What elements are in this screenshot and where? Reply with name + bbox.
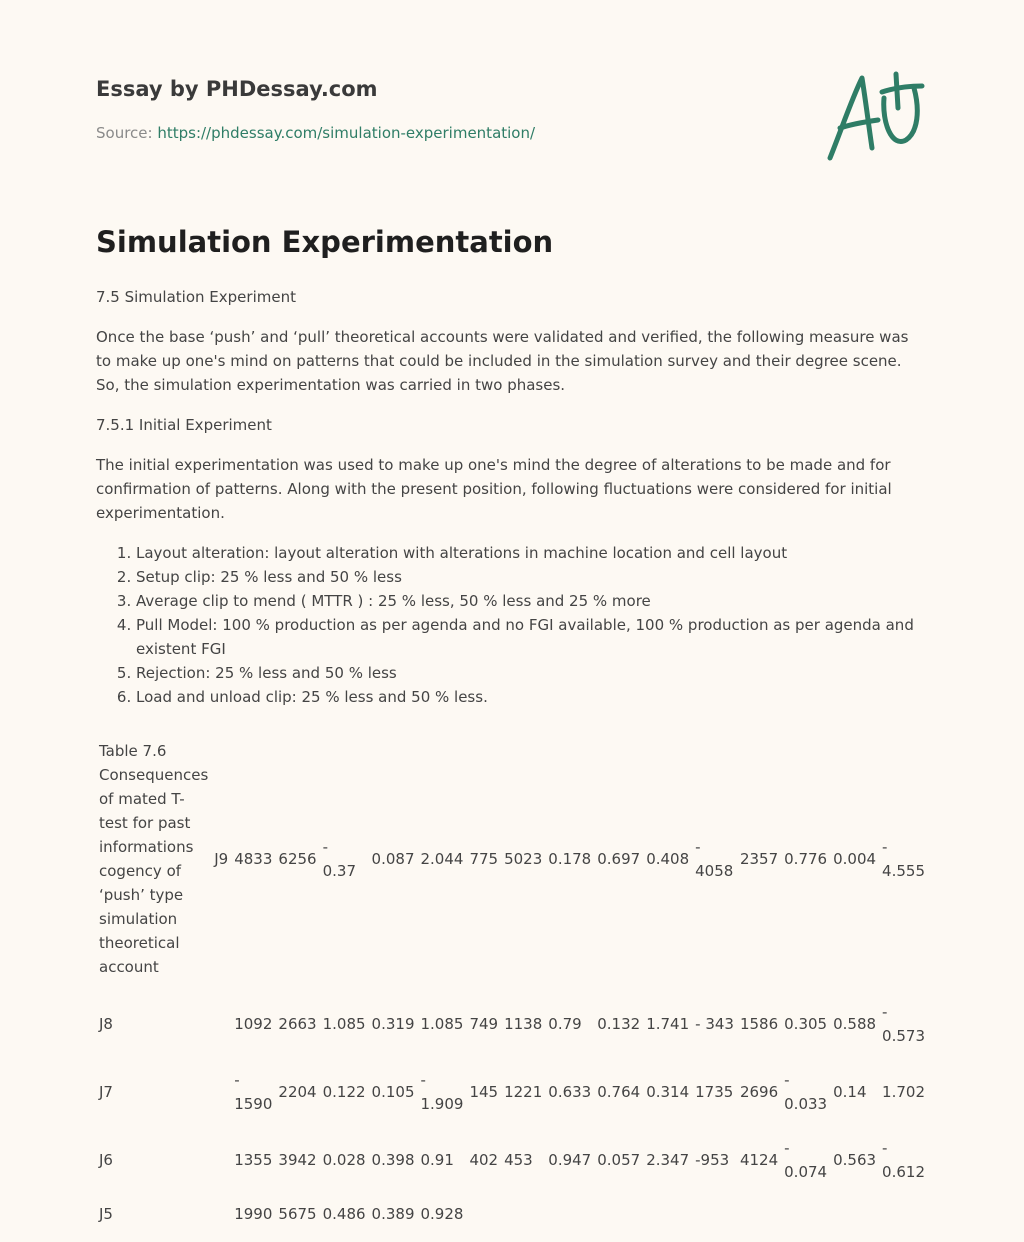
table-cell: 0.563 xyxy=(833,1151,877,1169)
table-cell: 453 xyxy=(504,1151,533,1169)
table-cell: - 4058 xyxy=(695,838,734,880)
table-cell: 0.122 xyxy=(322,1083,366,1101)
table-cell: 0.004 xyxy=(833,850,877,868)
table-cell: - 1.909 xyxy=(420,1071,464,1113)
table-cell: - 0.033 xyxy=(784,1071,828,1113)
row-label: J6 xyxy=(99,1151,113,1169)
table-cell: 402 xyxy=(469,1151,499,1169)
variation-list xyxy=(96,541,926,709)
table-row xyxy=(96,1058,928,1126)
table-cell: 0.588 xyxy=(833,1015,877,1033)
table-cell: 1.085 xyxy=(420,1015,464,1033)
results-table-wrapper xyxy=(96,728,956,1234)
table-cell: 0.91 xyxy=(420,1151,454,1169)
list-item: 6. Load and unload clip: 25 % less and 50 % less. xyxy=(136,685,926,709)
list-item: 3. Average clip to mend ( MTTR ) : 25 % less, 50 % less and 25 % more xyxy=(136,589,926,613)
table-caption-cell: Table 7.6 Consequences of mated T-test for past informations cogency of ‘push’ type simulation theoretical account xyxy=(99,742,209,976)
list-item: 2. Setup clip: 25 % less and 50 % less xyxy=(136,565,926,589)
table-cell: 0.319 xyxy=(371,1015,415,1033)
table-row xyxy=(96,1194,928,1234)
table-cell: 0.398 xyxy=(371,1151,415,1169)
table-cell: 0.928 xyxy=(420,1205,464,1223)
table-cell: 2204 xyxy=(278,1083,317,1101)
section-heading: 7.5 Simulation Experiment xyxy=(96,288,296,306)
table-cell: 0.486 xyxy=(322,1205,366,1223)
table-cell: 1735 xyxy=(695,1083,734,1101)
row-spacer xyxy=(211,1126,231,1194)
row-label: J9 xyxy=(214,850,229,868)
table-cell: 775 xyxy=(469,850,499,868)
table-cell: 1.741 xyxy=(646,1015,690,1033)
table-cell: 1.085 xyxy=(322,1015,366,1033)
table-cell: 0.408 xyxy=(646,850,690,868)
table-cell: 3942 xyxy=(278,1151,317,1169)
subsection-paragraph: The initial experimentation was used to make up one's mind the degree of alterations to be made and for confirmation of patterns. Along with the present position, following fluctuations were considered for initial experimentation. xyxy=(96,456,892,522)
table-cell: 2.044 xyxy=(420,850,464,868)
subsection-heading: 7.5.1 Initial Experiment xyxy=(96,416,272,434)
table-cell: 2696 xyxy=(739,1083,779,1101)
row-label: J7 xyxy=(99,1083,113,1101)
row-spacer xyxy=(211,1194,231,1234)
table-cell: 0.79 xyxy=(548,1015,582,1033)
table-cell: 0.314 xyxy=(646,1083,690,1101)
table-row xyxy=(96,728,928,990)
table-cell: 0.947 xyxy=(548,1151,592,1169)
table-cell: 1355 xyxy=(234,1151,273,1169)
table-row xyxy=(96,1126,928,1194)
table-cell: 4124 xyxy=(739,1151,779,1169)
table-cell: 0.087 xyxy=(371,850,415,868)
table-cell: 0.132 xyxy=(597,1015,641,1033)
table-cell: 1586 xyxy=(739,1015,779,1033)
source-link[interactable]: https://phdessay.com/simulation-experimentation/ xyxy=(157,124,536,142)
table-cell: 1990 xyxy=(234,1205,273,1223)
table-cell: 1092 xyxy=(234,1015,273,1033)
table-cell: 0.14 xyxy=(833,1083,867,1101)
table-cell: 0.178 xyxy=(548,850,592,868)
table-cell: - 0.573 xyxy=(882,1003,925,1045)
results-table xyxy=(96,728,928,1234)
table-cell: 0.028 xyxy=(322,1151,366,1169)
table-cell: 1138 xyxy=(504,1015,543,1033)
table-cell: 2.347 xyxy=(646,1151,690,1169)
table-cell: 0.105 xyxy=(371,1083,415,1101)
table-cell: 0.305 xyxy=(784,1015,828,1033)
table-cell: 0.057 xyxy=(597,1151,641,1169)
table-cell: - 343 xyxy=(695,1015,734,1033)
table-cell: - 1590 xyxy=(234,1071,273,1113)
source-line xyxy=(96,124,535,142)
table-cell: 749 xyxy=(469,1015,499,1033)
table-cell: 2663 xyxy=(278,1015,317,1033)
table-cell: 0.776 xyxy=(784,850,828,868)
table-cell: 0.697 xyxy=(597,850,641,868)
table-cell: 0.633 xyxy=(548,1083,592,1101)
row-label: J5 xyxy=(99,1205,113,1223)
table-row xyxy=(96,990,928,1058)
table-cell: 1.702 xyxy=(882,1083,925,1101)
site-brand: Essay by PHDessay.com xyxy=(96,77,378,101)
intro-paragraph: Once the base ‘push’ and ‘pull’ theoretical accounts were validated and verified, the following measure was to make up one's mind on patterns that could be included in the simulation survey and their degree scene. So, the simulation experimentation was carried in two phases. xyxy=(96,328,909,394)
table-cell: 2357 xyxy=(739,850,779,868)
list-item: 1. Layout alteration: layout alteration with alterations in machine location and cell layout xyxy=(136,541,926,565)
table-cell: - 0.37 xyxy=(322,838,356,880)
list-item: 5. Rejection: 25 % less and 50 % less xyxy=(136,661,926,685)
table-cell: 1221 xyxy=(504,1083,543,1101)
table-cell: - 0.612 xyxy=(882,1139,925,1181)
article-title: Simulation Experimentation xyxy=(96,225,554,259)
source-label: Source: xyxy=(96,124,158,142)
row-label: J8 xyxy=(99,1015,113,1033)
table-cell: - 0.074 xyxy=(784,1139,828,1181)
table-cell: 5023 xyxy=(504,850,543,868)
a-plus-logo xyxy=(822,68,932,168)
table-cell: 0.764 xyxy=(597,1083,641,1101)
table-cell: 5675 xyxy=(278,1205,317,1223)
table-cell: 4833 xyxy=(234,850,273,868)
row-spacer xyxy=(211,1058,231,1126)
table-cell: 0.389 xyxy=(371,1205,415,1223)
table-cell: - 4.555 xyxy=(882,838,925,880)
table-cell: 145 xyxy=(469,1083,499,1101)
list-item: 4. Pull Model: 100 % production as per agenda and no FGI available, 100 % production as per agenda and existent FGI xyxy=(136,613,926,661)
table-cell: -953 xyxy=(695,1151,730,1169)
row-spacer xyxy=(211,990,231,1058)
table-cell: 6256 xyxy=(278,850,317,868)
